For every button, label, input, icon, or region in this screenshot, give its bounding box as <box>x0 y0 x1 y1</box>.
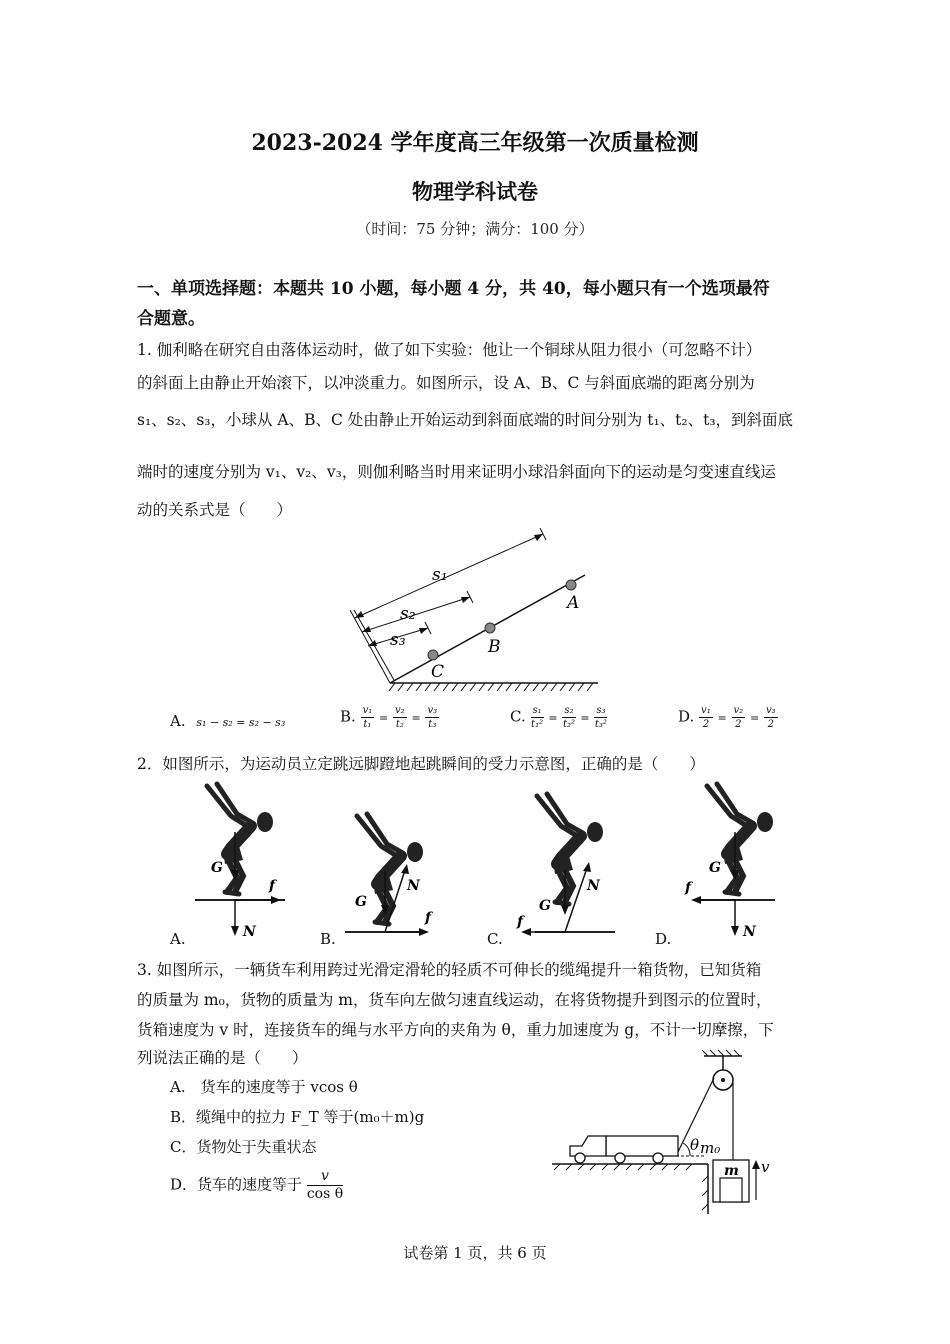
frac-den: 2 <box>702 719 710 730</box>
frac-num: v₁ <box>701 705 711 716</box>
frac-num: v <box>307 1168 343 1186</box>
q3-line3: 货箱速度为 v 时，连接货车的绳与水平方向的夹角为 θ，重力加速度为 g，不计一切摩擦，下 <box>137 1021 774 1039</box>
subject-title: 物理学科试卷 <box>412 179 538 204</box>
q2-option-d[interactable]: D. <box>655 930 672 948</box>
jumper-d <box>684 784 775 940</box>
eq-sign: = <box>749 711 760 725</box>
force-f-label: f <box>425 910 432 926</box>
label-s3: s₃ <box>390 630 406 650</box>
q1-option-a[interactable] <box>170 712 285 730</box>
eq-sign: = <box>548 711 558 725</box>
q1-option-a-text: s₁ − s₂ = s₂ − s₃ <box>196 716 286 729</box>
q3-option-a[interactable]: A. 货车的速度等于 vcos θ <box>170 1078 358 1096</box>
frac-num: v₃ <box>765 705 776 716</box>
force-f-label: f <box>269 878 276 894</box>
frac-den: t₁ <box>363 719 372 730</box>
q2-option-a[interactable]: A. <box>170 930 186 948</box>
force-f-label: f <box>517 914 524 930</box>
exam-info: （时间：75 分钟；满分：100 分） <box>356 220 594 238</box>
label-m: m <box>724 1163 739 1179</box>
q3-line2: 的质量为 m₀，货物的质量为 m，货车向左做匀速直线运动，在将货物提升到图示的位置时， <box>137 991 772 1009</box>
force-g-label: G <box>211 860 223 876</box>
q1-option-c[interactable] <box>510 704 607 731</box>
q1-option-c-label: C. <box>510 707 526 726</box>
page-footer: 试卷第 1 页，共 6 页 <box>403 1244 547 1262</box>
q3-option-b[interactable]: B．缆绳中的拉力 F_T 等于(m₀＋m)g <box>170 1108 425 1126</box>
eq-sign: = <box>379 711 389 725</box>
q3-option-d[interactable] <box>170 1168 343 1203</box>
q3-line4: 列说法正确的是（ ） <box>137 1049 308 1067</box>
exam-title: 2023-2024 学年度高三年级第一次质量检测 <box>251 130 699 156</box>
q1-option-a-label: A. <box>170 712 186 730</box>
frac-num: s₃ <box>596 705 606 716</box>
section-heading-line2: 合题意。 <box>137 309 205 329</box>
q3-line1: 3. 如图所示，一辆货车利用跨过光滑定滑轮的轻质不可伸长的缆绳提升一箱货物，已知货箱 <box>137 961 762 979</box>
frac-num: s₁ <box>532 705 542 716</box>
frac-num: v₂ <box>733 705 744 716</box>
force-n-label: N <box>243 924 256 940</box>
eq-sign: = <box>580 711 590 725</box>
label-b: B <box>488 637 501 657</box>
frac-num: v₁ <box>362 705 373 716</box>
incline-figure <box>340 520 610 695</box>
frac-num: v₂ <box>395 705 405 716</box>
label-s1: s₁ <box>432 565 448 585</box>
frac-den: t₃ <box>428 719 437 730</box>
q3-option-c[interactable]: C．货物处于失重状态 <box>170 1138 317 1156</box>
frac-den: 2 <box>767 719 774 730</box>
q1-option-d-label: D. <box>678 707 695 726</box>
frac-den: t₂ <box>395 719 404 730</box>
q1-line5: 动的关系式是（ ） <box>137 501 293 519</box>
eq-sign: = <box>411 711 421 725</box>
jumper-b <box>345 814 434 936</box>
q1-option-d[interactable] <box>678 704 778 731</box>
frac-num: v₃ <box>427 705 438 716</box>
q1-line3: s₁、s₂、s₃，小球从 A、B、C 处由静止开始运动到斜面底端的时间分别为 t₁、t₂、t₃，到斜面底 <box>137 411 794 429</box>
jumper-a <box>195 784 285 940</box>
force-g-label: G <box>539 898 551 914</box>
label-v: v <box>761 1158 770 1176</box>
q2-option-b[interactable]: B. <box>320 930 336 948</box>
label-a: A <box>567 593 580 613</box>
q1-line2: 的斜面上由静止开始滚下，以冲淡重力。如图所示，设 A、B、C 与斜面底端的距离分别为 <box>137 374 755 392</box>
q3-option-d-prefix: D．货车的速度等于 <box>170 1175 303 1194</box>
section-heading-line1: 一、单项选择题：本题共 10 小题，每小题 4 分，共 40，每小题只有一个选项最符 <box>137 279 770 299</box>
q1-option-b-label: B. <box>340 707 356 726</box>
label-c: C <box>431 662 445 682</box>
frac-den: t₂² <box>562 719 576 730</box>
jumper-c <box>516 794 615 936</box>
force-n-label: N <box>743 924 756 940</box>
q1-line4: 端时的速度分别为 v₁、v₂、v₃，则伽利略当时用来证明小球沿斜面向下的运动是匀变速直线运 <box>137 463 776 481</box>
force-n-label: N <box>407 878 420 894</box>
frac-den: t₃² <box>594 719 607 730</box>
q2-option-c[interactable]: C. <box>487 930 503 948</box>
eq-sign: = <box>717 711 727 725</box>
q1-line1: 1. 伽利略在研究自由落体运动时，做了如下实验：他让一个铜球从阻力很小（可忽略不计） <box>137 341 762 359</box>
q1-option-b[interactable] <box>340 704 439 731</box>
label-theta: θ <box>690 1136 700 1154</box>
frac-den: t₁² <box>531 719 544 730</box>
jumper-figures <box>165 780 805 950</box>
label-m0: m₀ <box>700 1139 721 1157</box>
truck-pulley-figure <box>548 1048 788 1218</box>
section-heading <box>137 274 827 334</box>
force-n-label: N <box>587 878 600 894</box>
frac-num: s₂ <box>564 705 574 716</box>
force-g-label: G <box>709 860 721 876</box>
frac-den: cos θ <box>306 1186 344 1202</box>
force-f-label: f <box>685 880 692 896</box>
frac-den: 2 <box>735 719 742 730</box>
force-g-label: G <box>355 894 367 910</box>
q2-stem: 2．如图所示，为运动员立定跳远脚蹬地起跳瞬间的受力示意图，正确的是（ ） <box>137 755 705 773</box>
label-s2: s₂ <box>400 604 416 624</box>
